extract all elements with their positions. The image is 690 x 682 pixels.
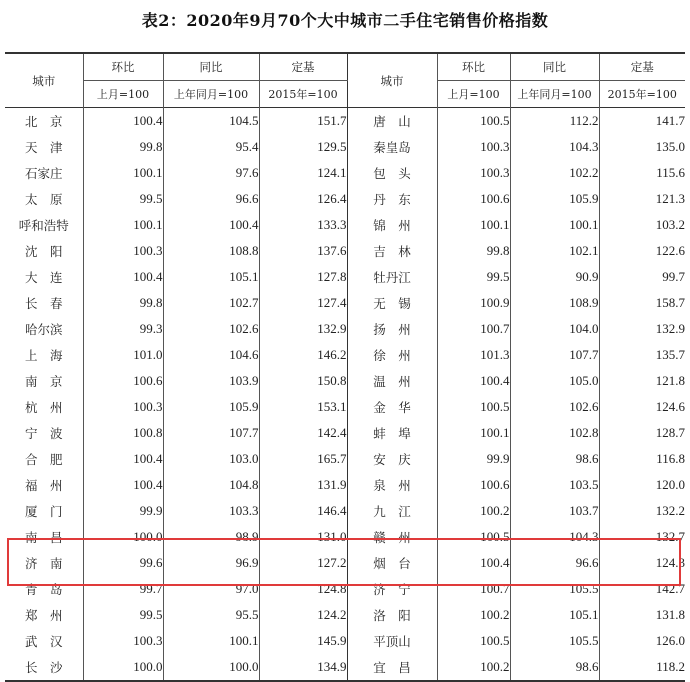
- yoy-cell: 103.7: [510, 498, 599, 524]
- table-row: [5, 472, 685, 498]
- mom-cell: 100.3: [83, 238, 163, 264]
- mom-cell: 99.8: [83, 134, 163, 160]
- base-cell: 146.4: [259, 498, 347, 524]
- yoy-cell: 98.9: [163, 524, 259, 550]
- base-cell: 121.3: [599, 186, 685, 212]
- city-cell: 蚌 埠: [347, 420, 437, 446]
- base-cell: 153.1: [259, 394, 347, 420]
- city-cell: 大 连: [24, 270, 63, 285]
- table-row: [5, 420, 685, 446]
- base-cell: 146.2: [259, 342, 347, 368]
- city-cell: 杭 州: [24, 400, 63, 415]
- table-row: [5, 186, 685, 212]
- yoy-cell: 103.3: [163, 498, 259, 524]
- city-cell: 石家庄: [24, 166, 63, 181]
- mom-cell: 100.4: [83, 446, 163, 472]
- mom-cell: 100.7: [437, 576, 510, 602]
- base-cell: 127.2: [259, 550, 347, 576]
- header-base-base-left: 2015年=100: [259, 81, 347, 108]
- mom-cell: 99.9: [83, 498, 163, 524]
- table-row: [5, 238, 685, 264]
- city-cell: 南 昌: [24, 530, 63, 545]
- mom-cell: 99.9: [437, 446, 510, 472]
- base-cell: 151.7: [259, 108, 347, 135]
- yoy-cell: 103.9: [163, 368, 259, 394]
- header-base-right: 定基: [599, 53, 685, 81]
- city-cell: 无 锡: [347, 290, 437, 316]
- city-cell: 厦 门: [24, 504, 63, 519]
- city-cell: 福 州: [24, 478, 63, 493]
- mom-cell: 101.0: [83, 342, 163, 368]
- table-row: [5, 316, 685, 342]
- table-row: [5, 342, 685, 368]
- mom-cell: 100.2: [437, 498, 510, 524]
- mom-cell: 100.8: [83, 420, 163, 446]
- header-mom-left: 环比: [83, 53, 163, 81]
- table-row: [5, 290, 685, 316]
- header-yoy-left: 同比: [163, 53, 259, 81]
- mom-cell: 100.4: [437, 368, 510, 394]
- header-yoy-right: 同比: [510, 53, 599, 81]
- yoy-cell: 90.9: [510, 264, 599, 290]
- mom-cell: 100.3: [83, 394, 163, 420]
- yoy-cell: 104.0: [510, 316, 599, 342]
- header-base-base-right: 2015年=100: [599, 81, 685, 108]
- mom-cell: 99.3: [83, 316, 163, 342]
- city-cell: 徐 州: [347, 342, 437, 368]
- yoy-cell: 104.3: [510, 524, 599, 550]
- mom-cell: 99.5: [83, 186, 163, 212]
- mom-cell: 100.0: [83, 654, 163, 681]
- city-cell: 温 州: [347, 368, 437, 394]
- city-cell: 安 庆: [347, 446, 437, 472]
- yoy-cell: 104.3: [510, 134, 599, 160]
- mom-cell: 100.0: [83, 524, 163, 550]
- base-cell: 132.2: [599, 498, 685, 524]
- city-cell: 牡丹江: [347, 264, 437, 290]
- city-cell: 济 南: [24, 556, 63, 571]
- mom-cell: 100.9: [437, 290, 510, 316]
- mom-cell: 100.6: [437, 186, 510, 212]
- yoy-cell: 105.5: [510, 628, 599, 654]
- base-cell: 131.8: [599, 602, 685, 628]
- mom-cell: 100.1: [437, 420, 510, 446]
- header-base-left: 定基: [259, 53, 347, 81]
- table-row: [5, 394, 685, 420]
- base-cell: 132.9: [599, 316, 685, 342]
- base-cell: 121.8: [599, 368, 685, 394]
- yoy-cell: 96.6: [510, 550, 599, 576]
- yoy-cell: 98.6: [510, 654, 599, 681]
- yoy-cell: 96.9: [163, 550, 259, 576]
- base-cell: 158.7: [599, 290, 685, 316]
- city-cell: 合 肥: [24, 452, 63, 467]
- yoy-cell: 105.9: [510, 186, 599, 212]
- table-row: [5, 550, 685, 576]
- table-row: [5, 524, 685, 550]
- base-cell: 132.9: [259, 316, 347, 342]
- header-mom-base-right: 上月=100: [437, 81, 510, 108]
- yoy-cell: 107.7: [510, 342, 599, 368]
- city-cell: 长 春: [24, 296, 63, 311]
- table-row: [5, 160, 685, 186]
- table-row: [5, 498, 685, 524]
- yoy-cell: 104.8: [163, 472, 259, 498]
- yoy-cell: 97.0: [163, 576, 259, 602]
- yoy-cell: 105.9: [163, 394, 259, 420]
- yoy-cell: 100.0: [163, 654, 259, 681]
- mom-cell: 100.1: [83, 212, 163, 238]
- mom-cell: 99.6: [83, 550, 163, 576]
- yoy-cell: 105.0: [510, 368, 599, 394]
- mom-cell: 100.6: [83, 368, 163, 394]
- header-mom-base-left: 上月=100: [83, 81, 163, 108]
- table-row: [5, 654, 685, 681]
- base-cell: 118.2: [599, 654, 685, 681]
- yoy-cell: 102.8: [510, 420, 599, 446]
- table-row: [5, 108, 685, 135]
- header-city-left: 城市: [32, 73, 56, 88]
- yoy-cell: 102.6: [510, 394, 599, 420]
- yoy-cell: 100.1: [163, 628, 259, 654]
- city-cell: 宜 昌: [347, 654, 437, 681]
- base-cell: 128.7: [599, 420, 685, 446]
- city-cell: 扬 州: [347, 316, 437, 342]
- base-cell: 145.9: [259, 628, 347, 654]
- base-cell: 124.1: [259, 160, 347, 186]
- mom-cell: 100.3: [83, 628, 163, 654]
- mom-cell: 99.8: [437, 238, 510, 264]
- base-cell: 137.6: [259, 238, 347, 264]
- yoy-cell: 97.6: [163, 160, 259, 186]
- mom-cell: 100.4: [437, 550, 510, 576]
- mom-cell: 100.4: [83, 472, 163, 498]
- base-cell: 115.6: [599, 160, 685, 186]
- base-cell: 124.8: [259, 576, 347, 602]
- table-title: 表2：2020年9月70个大中城市二手住宅销售价格指数: [141, 11, 549, 30]
- mom-cell: 99.5: [437, 264, 510, 290]
- yoy-cell: 105.1: [163, 264, 259, 290]
- base-cell: 124.6: [599, 394, 685, 420]
- mom-cell: 100.1: [437, 212, 510, 238]
- city-cell: 哈尔滨: [24, 322, 63, 337]
- city-cell: 泉 州: [347, 472, 437, 498]
- city-cell: 北 京: [24, 114, 63, 129]
- city-cell: 上 海: [24, 348, 63, 363]
- base-cell: 120.0: [599, 472, 685, 498]
- base-cell: 165.7: [259, 446, 347, 472]
- city-cell: 烟 台: [347, 550, 437, 576]
- yoy-cell: 100.4: [163, 212, 259, 238]
- city-cell: 吉 林: [347, 238, 437, 264]
- city-cell: 秦皇岛: [347, 134, 437, 160]
- base-cell: 103.2: [599, 212, 685, 238]
- city-cell: 太 原: [24, 192, 63, 207]
- city-cell: 平顶山: [347, 628, 437, 654]
- city-cell: 济 宁: [347, 576, 437, 602]
- mom-cell: 99.5: [83, 602, 163, 628]
- mom-cell: 100.6: [437, 472, 510, 498]
- table-row: [5, 576, 685, 602]
- table-row: [5, 628, 685, 654]
- table-row: [5, 368, 685, 394]
- yoy-cell: 102.2: [510, 160, 599, 186]
- table-row: [5, 212, 685, 238]
- yoy-cell: 105.1: [510, 602, 599, 628]
- mom-cell: 99.8: [83, 290, 163, 316]
- base-cell: 135.0: [599, 134, 685, 160]
- city-cell: 宁 波: [24, 426, 63, 441]
- city-cell: 天 津: [24, 140, 63, 155]
- header-yoy-base-right: 上年同月=100: [510, 81, 599, 108]
- price-index-table: [5, 52, 685, 682]
- base-cell: 134.9: [259, 654, 347, 681]
- table-row: [5, 264, 685, 290]
- city-cell: 长 沙: [5, 654, 83, 681]
- city-cell: 南 京: [24, 374, 63, 389]
- yoy-cell: 108.9: [510, 290, 599, 316]
- mom-cell: 100.7: [437, 316, 510, 342]
- yoy-cell: 102.1: [510, 238, 599, 264]
- base-cell: 132.7: [599, 524, 685, 550]
- header-city-right: 城市: [347, 53, 437, 108]
- city-cell: 赣 州: [347, 524, 437, 550]
- mom-cell: 100.4: [83, 108, 163, 135]
- base-cell: 135.7: [599, 342, 685, 368]
- base-cell: 127.4: [259, 290, 347, 316]
- base-cell: 127.8: [259, 264, 347, 290]
- city-cell: 青 岛: [24, 582, 63, 597]
- base-cell: 141.7: [599, 108, 685, 135]
- yoy-cell: 108.8: [163, 238, 259, 264]
- yoy-cell: 104.6: [163, 342, 259, 368]
- city-cell: 金 华: [347, 394, 437, 420]
- mom-cell: 99.7: [83, 576, 163, 602]
- base-cell: 150.8: [259, 368, 347, 394]
- mom-cell: 100.3: [437, 134, 510, 160]
- base-cell: 99.7: [599, 264, 685, 290]
- mom-cell: 101.3: [437, 342, 510, 368]
- header-mom-right: 环比: [437, 53, 510, 81]
- mom-cell: 100.5: [437, 524, 510, 550]
- city-cell: 武 汉: [24, 634, 63, 649]
- yoy-cell: 103.5: [510, 472, 599, 498]
- table-row: [5, 602, 685, 628]
- base-cell: 133.3: [259, 212, 347, 238]
- city-cell: 锦 州: [347, 212, 437, 238]
- yoy-cell: 112.2: [510, 108, 599, 135]
- yoy-cell: 105.5: [510, 576, 599, 602]
- mom-cell: 100.1: [83, 160, 163, 186]
- mom-cell: 100.5: [437, 394, 510, 420]
- city-cell: 九 江: [347, 498, 437, 524]
- base-cell: 122.6: [599, 238, 685, 264]
- header-yoy-base-left: 上年同月=100: [163, 81, 259, 108]
- city-cell: 包 头: [347, 160, 437, 186]
- base-cell: 124.2: [259, 602, 347, 628]
- mom-cell: 100.3: [437, 160, 510, 186]
- yoy-cell: 107.7: [163, 420, 259, 446]
- base-cell: 142.4: [259, 420, 347, 446]
- yoy-cell: 100.1: [510, 212, 599, 238]
- base-cell: 142.7: [599, 576, 685, 602]
- yoy-cell: 95.4: [163, 134, 259, 160]
- base-cell: 126.4: [259, 186, 347, 212]
- yoy-cell: 104.5: [163, 108, 259, 135]
- mom-cell: 100.2: [437, 602, 510, 628]
- mom-cell: 100.5: [437, 628, 510, 654]
- mom-cell: 100.2: [437, 654, 510, 681]
- base-cell: 116.8: [599, 446, 685, 472]
- city-cell: 沈 阳: [24, 244, 63, 259]
- yoy-cell: 102.6: [163, 316, 259, 342]
- base-cell: 124.3: [599, 550, 685, 576]
- city-cell: 洛 阳: [347, 602, 437, 628]
- yoy-cell: 95.5: [163, 602, 259, 628]
- city-cell: 唐 山: [347, 108, 437, 135]
- yoy-cell: 103.0: [163, 446, 259, 472]
- city-cell: 呼和浩特: [18, 218, 69, 233]
- yoy-cell: 102.7: [163, 290, 259, 316]
- base-cell: 131.0: [259, 524, 347, 550]
- yoy-cell: 98.6: [510, 446, 599, 472]
- base-cell: 129.5: [259, 134, 347, 160]
- city-cell: 丹 东: [347, 186, 437, 212]
- mom-cell: 100.4: [83, 264, 163, 290]
- mom-cell: 100.5: [437, 108, 510, 135]
- base-cell: 126.0: [599, 628, 685, 654]
- city-cell: 郑 州: [24, 608, 63, 623]
- table-row: [5, 446, 685, 472]
- base-cell: 131.9: [259, 472, 347, 498]
- yoy-cell: 96.6: [163, 186, 259, 212]
- table-row: [5, 134, 685, 160]
